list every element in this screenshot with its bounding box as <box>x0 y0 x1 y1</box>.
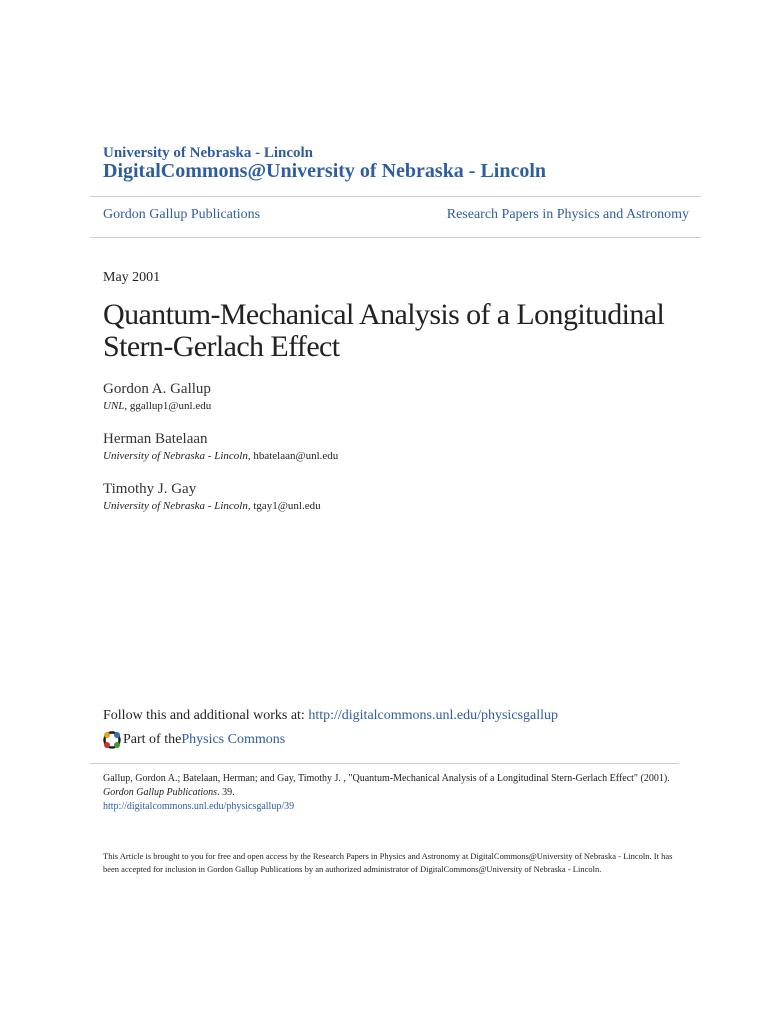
article-title: Quantum-Mechanical Analysis of a Longitudinal Stern-Gerlach Effect <box>103 298 665 363</box>
author-affiliation-line <box>103 450 338 462</box>
header-divider-top <box>90 196 701 197</box>
header-divider-bottom <box>90 237 701 238</box>
author-name: Gordon A. Gallup <box>103 381 211 397</box>
physics-commons-link[interactable]: Physics Commons <box>181 732 286 747</box>
author-affiliation: UNL <box>103 400 125 412</box>
author-email[interactable]: , hbatelaan@unl.edu <box>247 450 339 462</box>
author-affiliation: University of Nebraska - Lincoln <box>103 500 248 512</box>
citation-url-link[interactable]: http://digitalcommons.unl.edu/physicsgallup/39 <box>103 801 295 812</box>
recommended-citation <box>103 772 693 814</box>
publication-date: May 2001 <box>103 270 161 285</box>
author-affiliation: University of Nebraska - Lincoln <box>103 450 248 462</box>
citation-series: Gordon Gallup Publications <box>103 787 218 798</box>
author-block <box>103 481 321 512</box>
follow-line <box>103 708 558 724</box>
open-access-note: This Article is brought to you for free and open access by the Research Papers in Physics and Astronomy at DigitalCommons@University of Nebraska - Lincoln. It has been accepted for inclusion in Gordon Gallup Publications by an authorized administrator of DigitalCommons@University of Nebraska - Lincoln. <box>103 851 673 874</box>
author-email[interactable]: , ggallup1@unl.edu <box>124 400 212 412</box>
series-link-gordon-gallup[interactable]: Gordon Gallup Publications <box>103 207 261 222</box>
citation-divider <box>90 763 679 764</box>
institution-link[interactable]: University of Nebraska - Lincoln <box>103 145 313 161</box>
author-affiliation-line <box>103 400 211 412</box>
part-of-label: Part of the <box>123 732 182 747</box>
citation-number: . 39. <box>217 787 235 798</box>
author-name: Timothy J. Gay <box>103 481 197 497</box>
author-block <box>103 381 211 412</box>
follow-label: Follow this and additional works at: <box>103 708 309 723</box>
author-block <box>103 431 338 462</box>
part-of-line <box>103 731 285 749</box>
author-email[interactable]: , tgay1@unl.edu <box>247 500 321 512</box>
author-affiliation-line <box>103 500 321 512</box>
follow-url-link[interactable]: http://digitalcommons.unl.edu/physicsgallup <box>308 708 558 723</box>
citation-text: Gallup, Gordon A.; Batelaan, Herman; and Gay, Timothy J. , "Quantum-Mechanical Analysis of a Longitudinal Stern-Gerlach Effect" (2001). <box>103 773 670 784</box>
commons-network-icon <box>103 731 121 749</box>
author-name: Herman Batelaan <box>103 431 208 447</box>
series-link-physics-astronomy[interactable]: Research Papers in Physics and Astronomy <box>446 207 689 222</box>
repository-link[interactable]: DigitalCommons@University of Nebraska - Lincoln <box>103 160 547 182</box>
